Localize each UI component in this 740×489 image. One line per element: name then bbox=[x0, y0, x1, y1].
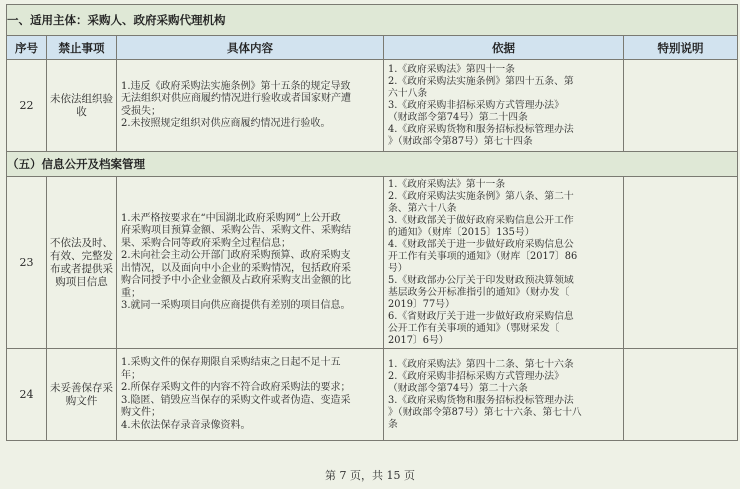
header-item: 禁止事项 bbox=[47, 36, 117, 60]
basis-line: 3.《政府采购非招标采购方式管理办法》 bbox=[388, 99, 564, 111]
item-line: 购项目信息 bbox=[55, 275, 108, 288]
page-footer: 第 7 页，共 15 页 bbox=[325, 469, 415, 482]
content-line: 无法组织对供应商履约情况进行验收或者国家财产遭 bbox=[121, 93, 351, 104]
item-line: 布或者提供采 bbox=[50, 262, 113, 275]
row-basis bbox=[384, 177, 624, 349]
row-notes bbox=[624, 60, 738, 152]
item-line: 有效、完整发 bbox=[50, 249, 113, 262]
content-line: 1.违反《政府采购法实施条例》第十五条的规定导致 bbox=[121, 80, 351, 92]
prohibited-items-table bbox=[6, 4, 738, 441]
basis-line: 2.《政府采购法实施条例》第八条、第二十 bbox=[388, 190, 574, 202]
row-number: 23 bbox=[7, 177, 47, 349]
basis-line: 号） bbox=[388, 262, 408, 274]
basis-line: 六十八条 bbox=[388, 87, 428, 99]
row-item bbox=[47, 60, 117, 152]
content-line: 受损失； bbox=[121, 105, 161, 117]
basis-line: 》（财政部令第87号）第七十六条、第七十八 bbox=[388, 406, 582, 418]
content-line: 年； bbox=[121, 369, 141, 381]
content-line: 2.未向社会主动公开部门政府采购预算、政府采购支 bbox=[121, 250, 351, 261]
header-basis: 依据 bbox=[384, 36, 624, 60]
row-item bbox=[47, 349, 117, 441]
basis-line: （财政部令第74号）第二十四条 bbox=[388, 111, 528, 123]
basis-line: 2.《政府采购非招标采购方式管理办法》 bbox=[388, 370, 564, 382]
row-item bbox=[47, 177, 117, 349]
basis-line: 》（财政部令第87号）第七十四条 bbox=[388, 135, 533, 147]
header-no: 序号 bbox=[7, 36, 47, 60]
basis-line: 条、第六十八条 bbox=[388, 202, 457, 214]
section-title-subject: 一、适用主体：采购人、政府采购代理机构 bbox=[7, 5, 738, 36]
basis-line: 公开工作有关事项的通知》（鄂财采发〔 bbox=[388, 322, 560, 334]
header-content: 具体内容 bbox=[117, 36, 384, 60]
row-basis bbox=[384, 349, 624, 441]
basis-line: 基层政务公开标准指引的通知》（财办发〔 bbox=[388, 286, 570, 298]
content-line: 3.隐匿、销毁应当保存的采购文件或者伪造、变造采 bbox=[121, 394, 351, 406]
basis-line: 3.《政府采购货物和服务招标投标管理办法 bbox=[388, 394, 574, 406]
row-content bbox=[117, 349, 384, 441]
content-line: 2.所保存采购文件的内容不符合政府采购法的要求； bbox=[121, 382, 351, 393]
basis-line: 2019〕77号） bbox=[388, 298, 455, 310]
content-line: 购合同授予中小企业金额及占政府采购支出金额的比 bbox=[121, 275, 351, 286]
section-title-disclosure: （五）信息公开及档案管理 bbox=[7, 152, 738, 177]
table-row bbox=[7, 177, 738, 349]
item-line: 收 bbox=[76, 105, 87, 118]
row-notes bbox=[624, 349, 738, 441]
row-content bbox=[117, 177, 384, 349]
basis-line: 的通知》（财库〔2015〕135号） bbox=[388, 226, 535, 238]
header-notes: 特别说明 bbox=[624, 36, 738, 60]
basis-line: 4.《政府采购货物和服务招标投标管理办法 bbox=[388, 123, 574, 135]
table-header-row bbox=[7, 36, 738, 60]
content-line: 府采购项目预算金额、采购公告、采购文件、采购结 bbox=[121, 225, 351, 236]
content-line: 1.未严格按要求在“中国湖北政府采购网”上公开政 bbox=[121, 212, 341, 224]
basis-line: 1.《政府采购法》第四十二条、第七十六条 bbox=[388, 358, 574, 370]
basis-line: 开工作有关事项的通知》（财库〔2017〕86 bbox=[388, 250, 578, 262]
basis-line: 4.《财政部关于进一步做好政府采购信息公 bbox=[388, 238, 574, 250]
basis-line: 3.《财政部关于做好政府采购信息公开工作 bbox=[388, 214, 574, 226]
content-line: 4.未依法保存录音录像资料。 bbox=[121, 419, 251, 431]
basis-line: 2.《政府采购法实施条例》第四十五条、第 bbox=[388, 75, 574, 87]
content-line: 2.未按照规定组织对供应商履约情况进行验收。 bbox=[121, 118, 331, 129]
content-line: 重； bbox=[121, 287, 141, 299]
basis-line: 1.《政府采购法》第四十一条 bbox=[388, 63, 515, 75]
basis-line: 1.《政府采购法》第十一条 bbox=[388, 178, 506, 190]
row-notes bbox=[624, 177, 738, 349]
section-row-subject bbox=[7, 5, 738, 36]
row-basis bbox=[384, 60, 624, 152]
row-number: 24 bbox=[7, 349, 47, 441]
basis-line: 条 bbox=[388, 418, 398, 430]
section-row-disclosure bbox=[7, 152, 738, 177]
content-line: 购文件； bbox=[121, 407, 161, 418]
content-line: 3.就同一采购项目向供应商提供有差别的项目信息。 bbox=[121, 300, 351, 311]
row-content bbox=[117, 60, 384, 152]
table-row bbox=[7, 60, 738, 152]
row-number: 22 bbox=[7, 60, 47, 152]
item-line: 不依法及时、 bbox=[50, 236, 113, 249]
content-line: 1.采购文件的保存期限自采购结束之日起不足十五 bbox=[121, 357, 341, 368]
content-line: 出情况，以及面向中小企业的采购情况，包括政府采 bbox=[121, 262, 351, 274]
basis-line: （财政部令第74号）第二十六条 bbox=[388, 382, 528, 394]
content-line: 果、采购合同等政府采购全过程信息； bbox=[121, 237, 291, 249]
item-line: 未妥善保存采 bbox=[50, 381, 113, 394]
basis-line: 5.《财政部办公厅关于印发财政预决算领域 bbox=[388, 274, 574, 286]
item-line: 未依法组织验 bbox=[50, 92, 113, 105]
item-line: 购文件 bbox=[65, 394, 98, 407]
basis-line: 2017〕6号） bbox=[388, 334, 449, 346]
basis-line: 6.《省财政厅关于进一步做好政府采购信息 bbox=[388, 310, 574, 322]
table-row bbox=[7, 349, 738, 441]
